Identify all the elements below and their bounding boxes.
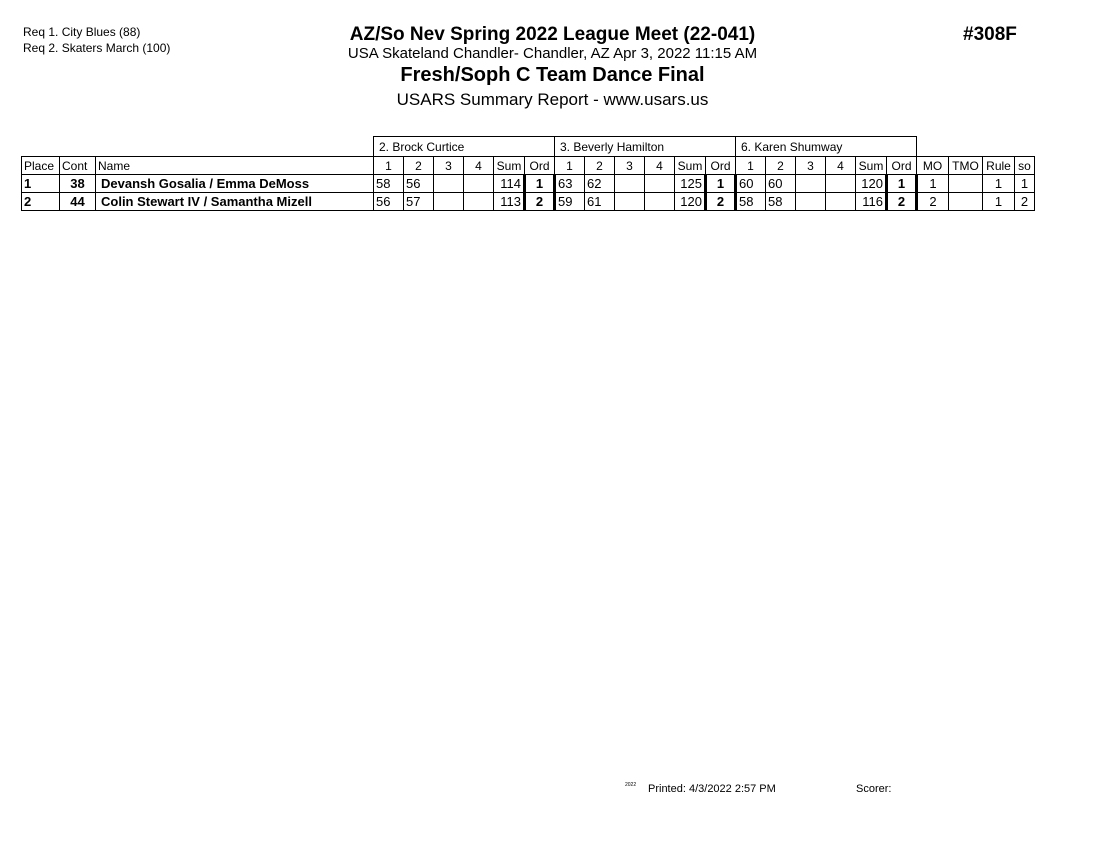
score-cell: 62 bbox=[585, 175, 615, 193]
col-j2-ord: Ord bbox=[706, 157, 736, 175]
results-table bbox=[21, 136, 1035, 211]
col-tmo: TMO bbox=[949, 157, 983, 175]
score-cell bbox=[434, 193, 464, 211]
judge-header-row bbox=[22, 137, 1035, 157]
so-cell: 2 bbox=[1015, 193, 1035, 211]
requirement-1: Req 1. City Blues (88) bbox=[23, 25, 141, 39]
report-line: USARS Summary Report - www.usars.us bbox=[396, 90, 709, 109]
col-j2-dance-3: 3 bbox=[615, 157, 645, 175]
judge-name-3: 6. Karen Shumway bbox=[736, 137, 917, 157]
col-place: Place bbox=[22, 157, 60, 175]
score-cell bbox=[615, 175, 645, 193]
ord-cell: 1 bbox=[706, 175, 736, 193]
ord-cell: 1 bbox=[525, 175, 555, 193]
mo-cell: 2 bbox=[917, 193, 949, 211]
sum-cell: 116 bbox=[856, 193, 887, 211]
col-j2-sum: Sum bbox=[675, 157, 706, 175]
score-cell: 60 bbox=[736, 175, 766, 193]
ord-cell: 1 bbox=[887, 175, 917, 193]
col-j2-dance-1: 1 bbox=[555, 157, 585, 175]
score-cell: 58 bbox=[766, 193, 796, 211]
col-j1-dance-4: 4 bbox=[464, 157, 494, 175]
score-cell: 63 bbox=[555, 175, 585, 193]
row-cont: 38 bbox=[60, 175, 96, 193]
col-j2-dance-4: 4 bbox=[645, 157, 675, 175]
judge-header-spacer bbox=[22, 137, 374, 157]
venue-line: USA Skateland Chandler- Chandler, AZ Apr 3, 2022 11:15 AM bbox=[347, 45, 758, 62]
col-j1-dance-1: 1 bbox=[374, 157, 404, 175]
score-cell: 56 bbox=[404, 175, 434, 193]
table-row bbox=[22, 193, 1035, 211]
col-j1-dance-3: 3 bbox=[434, 157, 464, 175]
score-cell: 59 bbox=[555, 193, 585, 211]
sum-cell: 125 bbox=[675, 175, 706, 193]
score-cell: 61 bbox=[585, 193, 615, 211]
tmo-cell bbox=[949, 175, 983, 193]
dance-title: Fresh/Soph C Team Dance Final bbox=[400, 64, 705, 86]
event-title: AZ/So Nev Spring 2022 League Meet (22-041) bbox=[349, 24, 756, 45]
col-name: Name bbox=[96, 157, 374, 175]
col-rule: Rule bbox=[983, 157, 1015, 175]
row-place: 1 bbox=[22, 175, 60, 193]
table-row bbox=[22, 175, 1035, 193]
rule-cell: 1 bbox=[983, 175, 1015, 193]
score-cell bbox=[796, 193, 826, 211]
score-cell: 57 bbox=[404, 193, 434, 211]
sum-cell: 114 bbox=[494, 175, 525, 193]
col-j1-dance-2: 2 bbox=[404, 157, 434, 175]
score-cell bbox=[615, 193, 645, 211]
col-j1-ord: Ord bbox=[525, 157, 555, 175]
score-cell: 58 bbox=[736, 193, 766, 211]
score-cell bbox=[826, 193, 856, 211]
judge-name-1: 2. Brock Curtice bbox=[374, 137, 555, 157]
ord-cell: 2 bbox=[706, 193, 736, 211]
col-j3-dance-3: 3 bbox=[796, 157, 826, 175]
footer-mark: 2022 bbox=[625, 782, 637, 788]
col-j1-sum: Sum bbox=[494, 157, 525, 175]
score-cell bbox=[464, 193, 494, 211]
row-place: 2 bbox=[22, 193, 60, 211]
rule-cell: 1 bbox=[983, 193, 1015, 211]
column-header-row bbox=[22, 157, 1035, 175]
score-cell: 58 bbox=[374, 175, 404, 193]
printed-timestamp: Printed: 4/3/2022 2:57 PM bbox=[648, 783, 776, 795]
col-j3-ord: Ord bbox=[887, 157, 917, 175]
so-cell: 1 bbox=[1015, 175, 1035, 193]
score-cell bbox=[645, 175, 675, 193]
score-cell bbox=[434, 175, 464, 193]
mo-cell: 1 bbox=[917, 175, 949, 193]
sum-cell: 120 bbox=[856, 175, 887, 193]
tmo-cell bbox=[949, 193, 983, 211]
col-cont: Cont bbox=[60, 157, 96, 175]
col-j2-dance-2: 2 bbox=[585, 157, 615, 175]
ord-cell: 2 bbox=[887, 193, 917, 211]
sum-cell: 120 bbox=[675, 193, 706, 211]
score-cell bbox=[826, 175, 856, 193]
row-name: Colin Stewart IV / Samantha Mizell bbox=[96, 193, 374, 211]
col-j3-sum: Sum bbox=[856, 157, 887, 175]
col-so: so bbox=[1015, 157, 1035, 175]
score-cell bbox=[464, 175, 494, 193]
col-j3-dance-2: 2 bbox=[766, 157, 796, 175]
score-cell bbox=[645, 193, 675, 211]
score-cell bbox=[796, 175, 826, 193]
judge-header-spacer-right bbox=[917, 137, 1035, 157]
requirement-2: Req 2. Skaters March (100) bbox=[23, 41, 171, 55]
row-name: Devansh Gosalia / Emma DeMoss bbox=[96, 175, 374, 193]
col-j3-dance-1: 1 bbox=[736, 157, 766, 175]
score-cell: 56 bbox=[374, 193, 404, 211]
sum-cell: 113 bbox=[494, 193, 525, 211]
score-cell: 60 bbox=[766, 175, 796, 193]
scorer-label: Scorer: bbox=[856, 783, 892, 795]
col-mo: MO bbox=[917, 157, 949, 175]
ord-cell: 2 bbox=[525, 193, 555, 211]
event-code: #308F bbox=[963, 24, 1017, 45]
judge-name-2: 3. Beverly Hamilton bbox=[555, 137, 736, 157]
row-cont: 44 bbox=[60, 193, 96, 211]
col-j3-dance-4: 4 bbox=[826, 157, 856, 175]
